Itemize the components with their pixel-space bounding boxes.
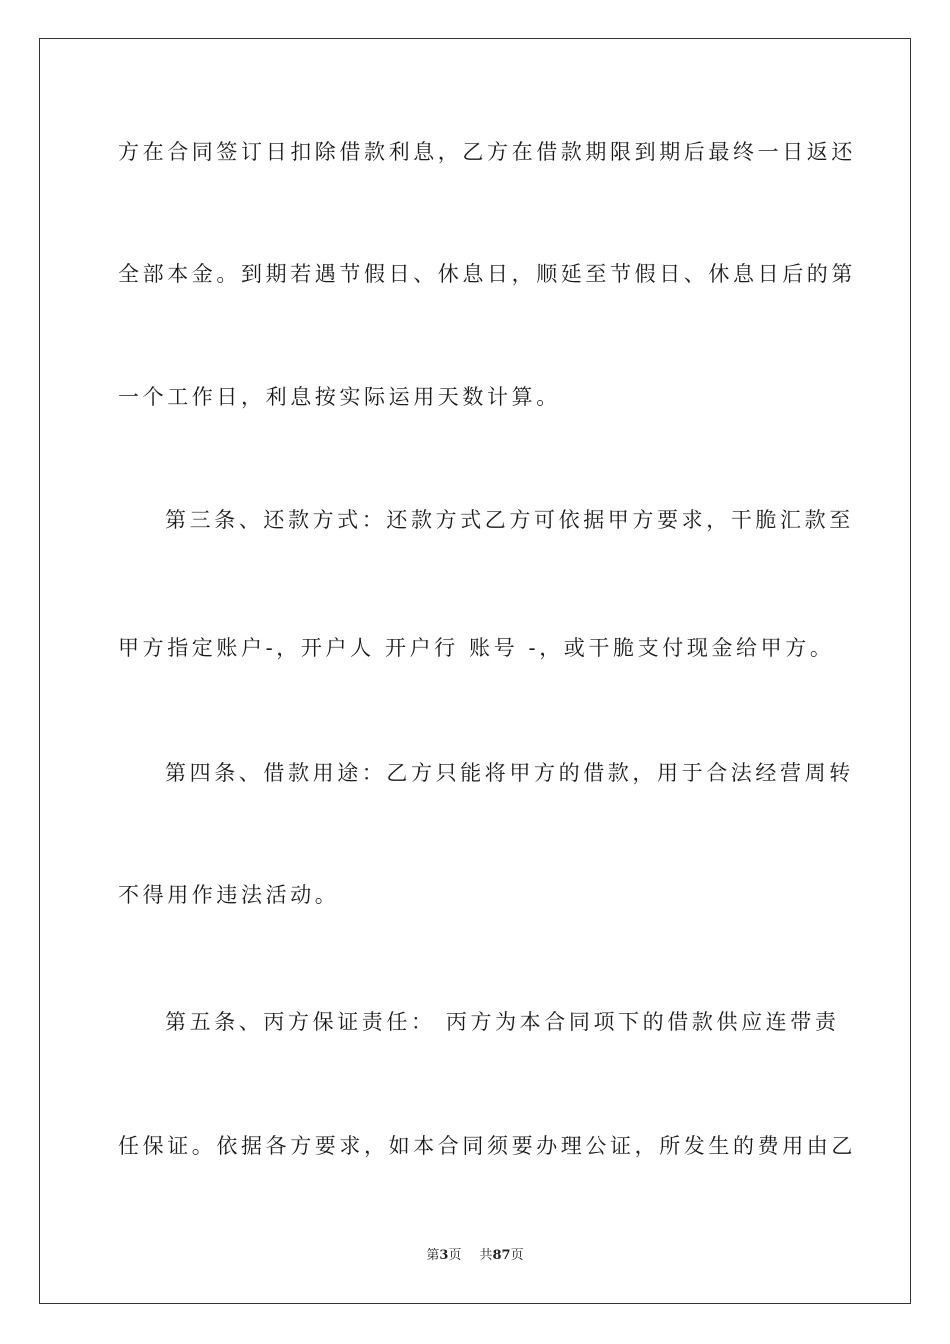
footer-total-pages: 87 bbox=[492, 1248, 511, 1263]
body-text-line-5: 甲方指定账户-，开户人 开户行 账号 -，或干脆支付现金给甲方。 bbox=[118, 636, 835, 660]
article-3-heading-line: 第三条、还款方式：还款方式乙方可依据甲方要求，干脆汇款至 bbox=[165, 508, 854, 532]
page-footer bbox=[0, 1248, 950, 1264]
footer-total-prefix: 共 bbox=[479, 1248, 493, 1263]
body-text-line-9: 任保证。依据各方要求，如本合同须要办理公证，所发生的费用由乙 bbox=[118, 1134, 856, 1158]
footer-total-suffix: 页 bbox=[510, 1248, 524, 1263]
body-text-line-3: 一个工作日，利息按实际运用天数计算。 bbox=[118, 385, 561, 409]
page-border bbox=[39, 38, 911, 1304]
body-text-line-2: 全部本金。到期若遇节假日、休息日，顺延至节假日、休息日后的第 bbox=[118, 262, 856, 286]
article-5-heading-line: 第五条、丙方保证责任： 丙方为本合同项下的借款供应连带责 bbox=[165, 1010, 840, 1034]
footer-page-number: 3 bbox=[439, 1248, 449, 1263]
article-4-heading-line: 第四条、借款用途：乙方只能将甲方的借款，用于合法经营周转 bbox=[165, 761, 854, 785]
footer-page-suffix: 页 bbox=[448, 1248, 462, 1263]
body-text-line-7: 不得用作违法活动。 bbox=[118, 883, 340, 907]
body-text-line-1: 方在合同签订日扣除借款利息，乙方在借款期限到期后最终一日返还 bbox=[118, 140, 856, 164]
footer-page-prefix: 第 bbox=[426, 1248, 440, 1263]
